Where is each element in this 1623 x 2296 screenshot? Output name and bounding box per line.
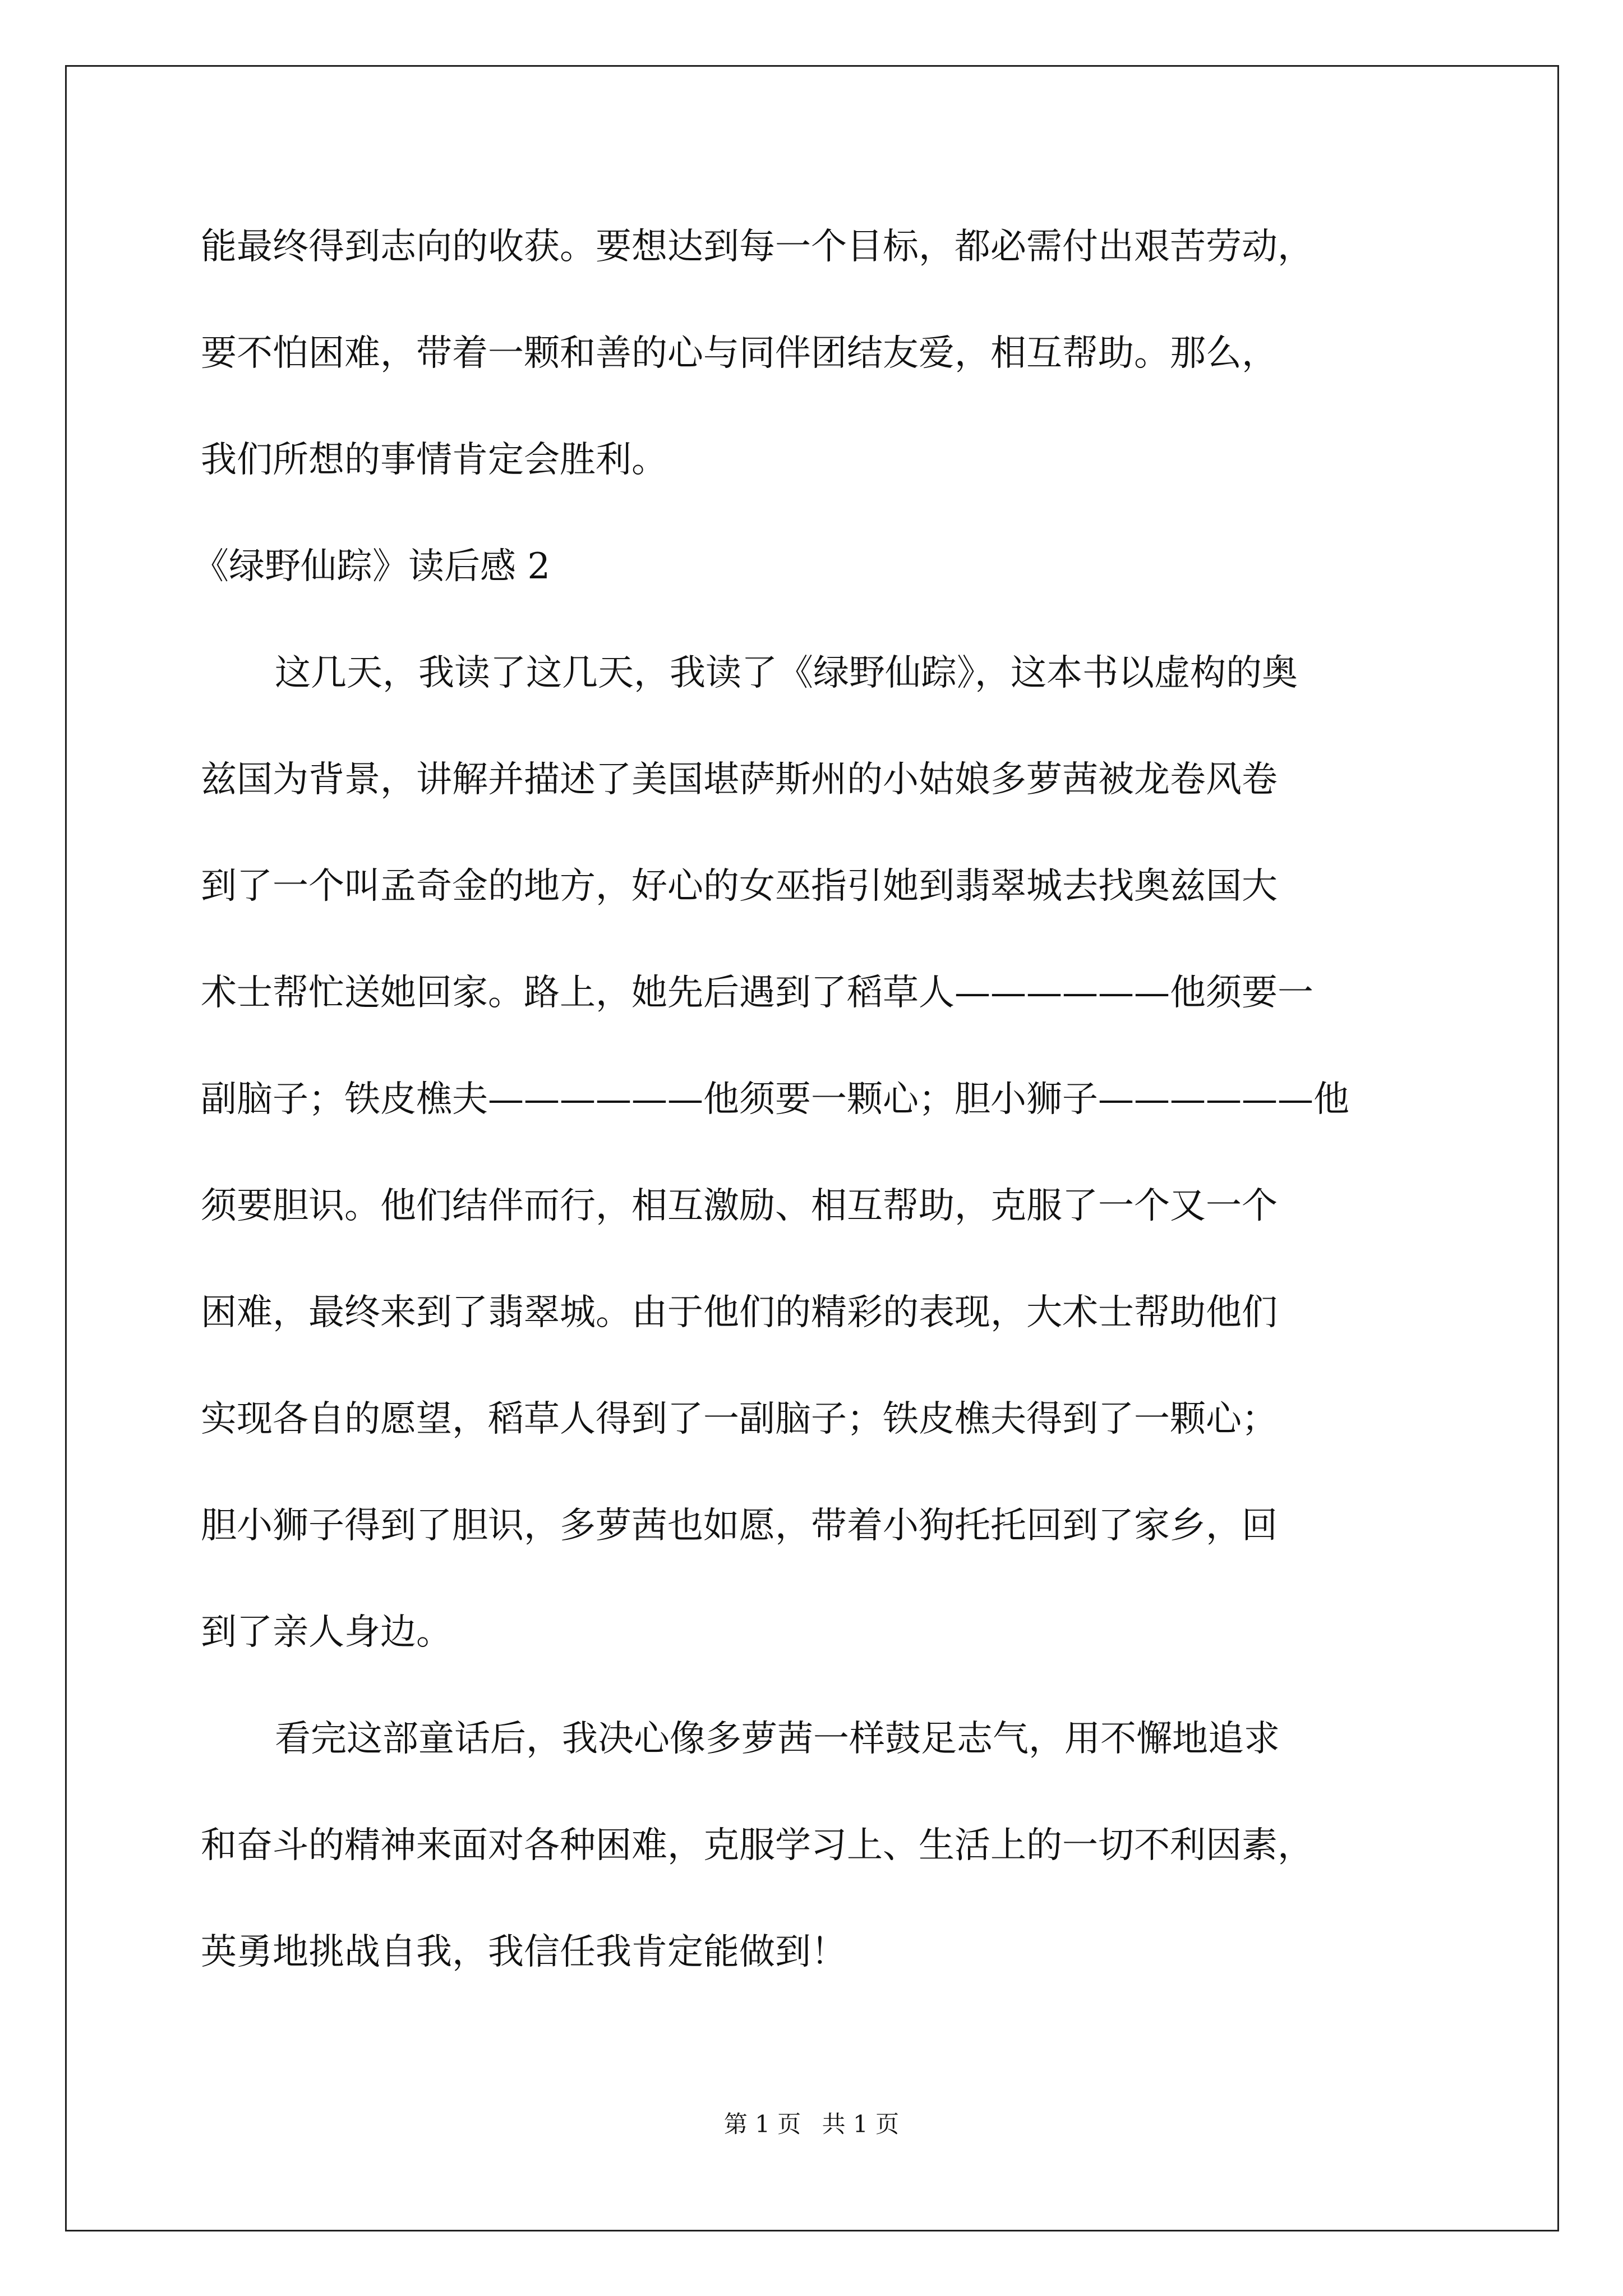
paragraph-line: 副脑子；铁皮樵夫——————他须要一颗心；胆小狮子——————他: [201, 1079, 1349, 1120]
paragraph-line: 困难，最终来到了翡翠城。由于他们的精彩的表现，大术士帮助他们: [201, 1292, 1278, 1333]
paragraph-line: 兹国为背景，讲解并描述了美国堪萨斯州的小姑娘多萝茜被龙卷风卷: [201, 759, 1278, 800]
page-total: 共 1 页: [822, 2110, 900, 2138]
paragraph-line: 到了亲人身边。: [201, 1612, 452, 1653]
body-line: 能最终得到志向的收获。要想达到每一个目标，都必需付出艰苦劳动，: [201, 226, 1313, 268]
paragraph-line: 到了一个叫孟奇金的地方，好心的女巫指引她到翡翠城去找奥兹国大: [201, 866, 1278, 907]
page-footer: [0, 2110, 1623, 2138]
paragraph-line: 须要胆识。他们结伴而行，相互激励、相互帮助，克服了一个又一个: [201, 1185, 1278, 1227]
paragraph-line: 术士帮忙送她回家。路上，她先后遇到了稻草人——————他须要一: [201, 972, 1313, 1014]
paragraph-line: 这几天，我读了这几天，我读了《绿野仙踪》，这本书以虚构的奥: [275, 652, 1298, 694]
page-number: 第 1 页: [723, 2110, 801, 2138]
body-line: 我们所想的事情肯定会胜利。: [201, 439, 667, 481]
page-border: [65, 65, 1559, 2231]
paragraph-line: 看完这部童话后，我决心像多萝茜一样鼓足志气，用不懈地追求: [275, 1718, 1280, 1760]
paragraph-line: 英勇地挑战自我，我信任我肯定能做到！: [201, 1931, 847, 1973]
body-line: 要不怕困难，带着一颗和善的心与同伴团结友爱，相互帮助。那么，: [201, 333, 1278, 374]
paragraph-line: 胆小狮子得到了胆识，多萝茜也如愿，带着小狗托托回到了家乡，回: [201, 1505, 1278, 1547]
paragraph-line: 和奋斗的精神来面对各种困难，克服学习上、生活上的一切不利因素，: [201, 1825, 1313, 1866]
paragraph-line: 实现各自的愿望，稻草人得到了一副脑子；铁皮樵夫得到了一颗心；: [201, 1398, 1278, 1440]
section-heading: 《绿野仙踪》读后感 2: [193, 546, 551, 587]
